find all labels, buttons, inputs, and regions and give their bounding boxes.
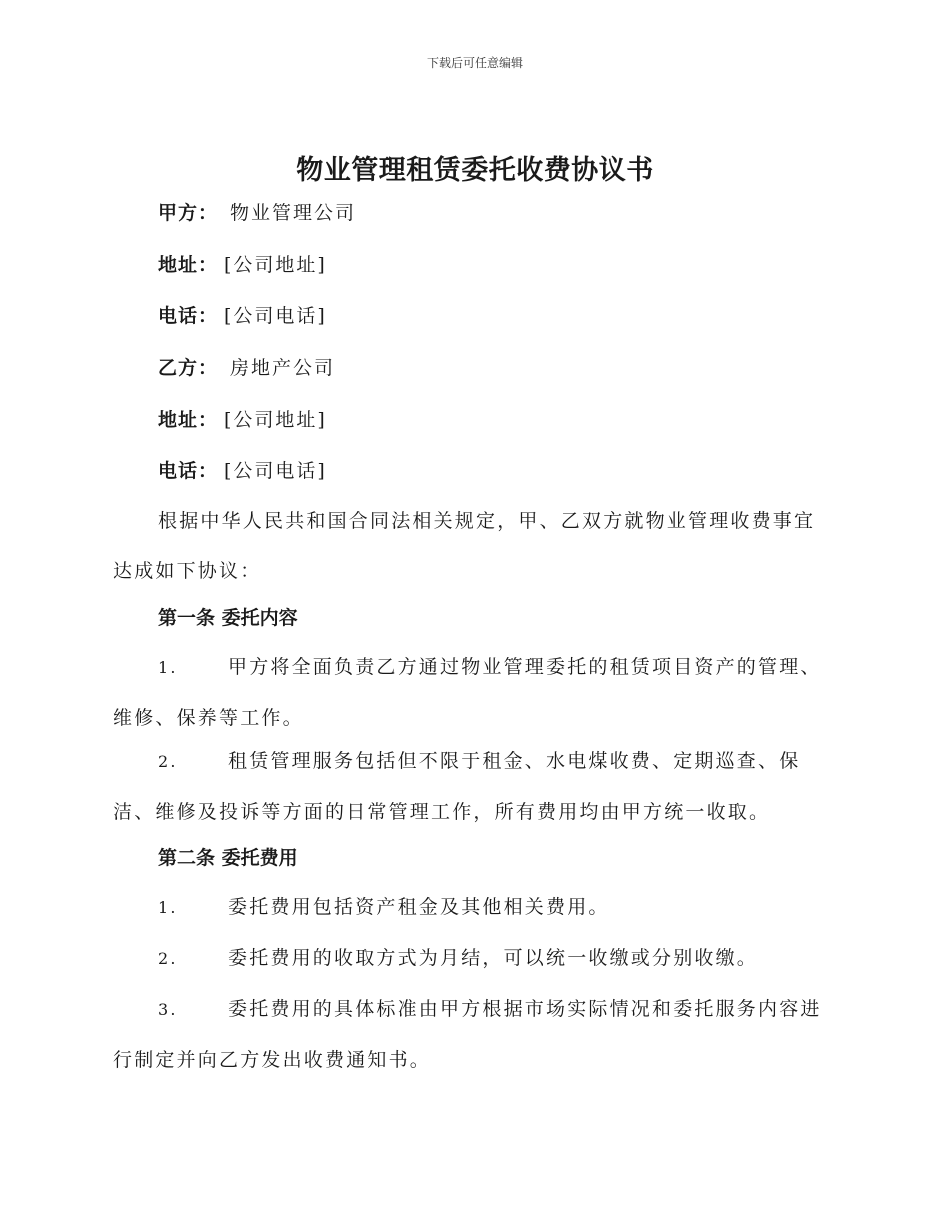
item-number: 3. xyxy=(158,1000,178,1019)
article-1-item-2 xyxy=(113,736,833,837)
item-number: 2. xyxy=(158,752,178,771)
header-note: 下载后可任意编辑 xyxy=(426,56,523,70)
party-a-address-label: 地址： xyxy=(158,254,219,276)
party-a-address: [公司地址] xyxy=(224,254,327,276)
article-2-item-2 xyxy=(113,933,833,984)
party-a-phone-label: 电话： xyxy=(158,305,219,327)
intro-line-1: 根据中华人民共和国合同法相关规定，甲、乙双方就物业管理收费事宜 xyxy=(158,510,816,532)
party-a-phone: [公司电话] xyxy=(224,305,327,327)
item-number: 2. xyxy=(158,949,178,968)
party-b-phone-line xyxy=(158,456,327,483)
party-b-address: [公司地址] xyxy=(224,409,327,431)
item-text-line-2: 行制定并向乙方发出收费通知书。 xyxy=(113,1049,432,1071)
item-text-line-2: 洁、维修及投诉等方面的日常管理工作，所有费用均由甲方统一收取。 xyxy=(113,801,771,823)
article-2-heading: 第二条 委托费用 xyxy=(158,847,298,869)
party-b-address-label: 地址： xyxy=(158,409,219,431)
article-2-item-3 xyxy=(113,984,833,1085)
article-2-item-1 xyxy=(113,882,833,933)
item-text-line-1: 甲方将全面负责乙方通过物业管理委托的租赁项目资产的管理、 xyxy=(228,656,822,678)
item-text-line-1: 委托费用包括资产租金及其他相关费用。 xyxy=(228,896,610,918)
party-b-name: 房地产公司 xyxy=(230,357,336,379)
party-b-phone: [公司电话] xyxy=(224,460,327,482)
party-b-address-line xyxy=(158,405,327,432)
party-a-name-line xyxy=(158,198,356,225)
party-a-name-label: 甲方： xyxy=(158,202,219,224)
party-b-name-line xyxy=(158,353,335,380)
intro-line-2: 达成如下协议： xyxy=(113,560,262,582)
item-number: 1. xyxy=(158,898,178,917)
article-1-item-1 xyxy=(113,642,833,743)
item-text-line-1: 租赁管理服务包括但不限于租金、水电煤收费、定期巡查、保 xyxy=(228,750,801,772)
item-text-line-2: 维修、保养等工作。 xyxy=(113,707,304,729)
item-number: 1. xyxy=(158,658,178,677)
item-text-line-1: 委托费用的收取方式为月结，可以统一收缴或分别收缴。 xyxy=(228,947,759,969)
item-text-line-1: 委托费用的具体标准由甲方根据市场实际情况和委托服务内容进 xyxy=(228,998,822,1020)
party-b-phone-label: 电话： xyxy=(158,460,219,482)
party-b-name-label: 乙方： xyxy=(158,357,219,379)
document-title: 物业管理租赁委托收费协议书 xyxy=(296,155,654,186)
party-a-address-line xyxy=(158,250,327,277)
party-a-name: 物业管理公司 xyxy=(230,202,357,224)
article-1-heading: 第一条 委托内容 xyxy=(158,607,298,629)
party-a-phone-line xyxy=(158,301,327,328)
intro-paragraph xyxy=(113,496,833,596)
